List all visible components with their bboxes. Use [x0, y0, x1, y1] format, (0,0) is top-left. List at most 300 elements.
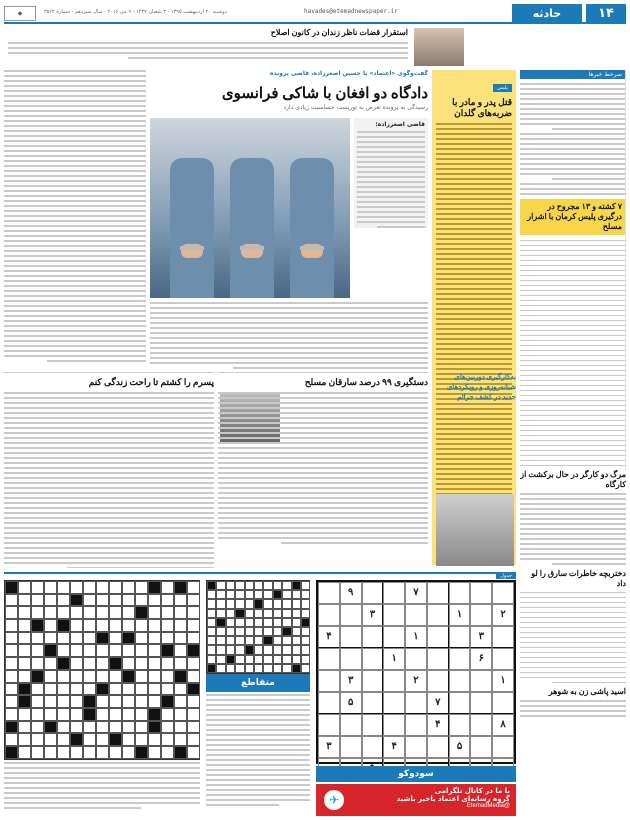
crossword-cell[interactable]	[174, 606, 187, 619]
crossword-cell[interactable]	[207, 590, 216, 599]
crossword-cell[interactable]	[187, 721, 200, 734]
crossword-cell[interactable]	[263, 581, 272, 590]
crossword-cell[interactable]	[109, 733, 122, 746]
crossword-cell[interactable]	[187, 657, 200, 670]
crossword-cell[interactable]	[44, 594, 57, 607]
crossword-cell[interactable]	[161, 708, 174, 721]
crossword-cell[interactable]	[96, 746, 109, 759]
crossword-cell[interactable]	[254, 609, 263, 618]
crossword-cell[interactable]	[122, 581, 135, 594]
yellow-headline[interactable]: قتل پدر و مادر با ضربه‌های گلدان	[452, 97, 512, 118]
crossword-cell[interactable]	[292, 590, 301, 599]
crossword-cell[interactable]	[254, 599, 263, 608]
crossword-cell[interactable]	[161, 581, 174, 594]
main-headline[interactable]: دادگاه دو افغان با شاکی فرانسوی	[221, 86, 428, 102]
crossword-cell[interactable]	[174, 733, 187, 746]
crossword-cell[interactable]	[135, 606, 148, 619]
sudoku-cell[interactable]	[470, 604, 492, 626]
crossword-cell[interactable]	[174, 695, 187, 708]
crossword-cell[interactable]	[148, 644, 161, 657]
crossword-cell[interactable]	[263, 618, 272, 627]
crossword-cell[interactable]	[96, 619, 109, 632]
crossword-cell[interactable]	[109, 746, 122, 759]
crossword-cell[interactable]	[301, 590, 310, 599]
sudoku-cell[interactable]	[405, 692, 427, 714]
sudoku-cell[interactable]	[383, 692, 405, 714]
crossword-cell[interactable]	[207, 627, 216, 636]
crossword-cell[interactable]	[83, 721, 96, 734]
crossword-cell[interactable]	[70, 594, 83, 607]
sudoku-cell[interactable]	[449, 648, 471, 670]
crossword-cell[interactable]	[263, 664, 272, 673]
sudoku-cell[interactable]	[362, 714, 384, 736]
sudoku-cell[interactable]: ۴	[427, 714, 449, 736]
crossword-cell[interactable]	[207, 618, 216, 627]
crossword-cell[interactable]	[70, 619, 83, 632]
crossword-cell[interactable]	[44, 683, 57, 696]
crossword-cell[interactable]	[96, 594, 109, 607]
crossword-cell[interactable]	[57, 746, 70, 759]
crossword-cell[interactable]	[96, 632, 109, 645]
crossword-cell[interactable]	[282, 664, 291, 673]
crossword-cell[interactable]	[187, 683, 200, 696]
crossword-cell[interactable]	[226, 599, 235, 608]
crossword-cell[interactable]	[96, 581, 109, 594]
crossword-cell[interactable]	[263, 609, 272, 618]
crossword-cell[interactable]	[282, 645, 291, 654]
crossword-cell[interactable]	[207, 664, 216, 673]
crossword-cell[interactable]	[245, 655, 254, 664]
crossword-cell[interactable]	[57, 581, 70, 594]
crossword-cell[interactable]	[161, 670, 174, 683]
crossword-cell[interactable]	[282, 581, 291, 590]
crossword-cell[interactable]	[83, 683, 96, 696]
crossword-cell[interactable]	[109, 644, 122, 657]
crossword-cell[interactable]	[301, 645, 310, 654]
crossword-cell[interactable]	[5, 683, 18, 696]
crossword-cell[interactable]	[135, 721, 148, 734]
crossword-cell[interactable]	[245, 618, 254, 627]
crossword-cell[interactable]	[135, 657, 148, 670]
sudoku-cell[interactable]	[492, 736, 514, 758]
crossword-cell[interactable]	[263, 627, 272, 636]
crossword-cell[interactable]	[235, 645, 244, 654]
crossword-cell[interactable]	[161, 619, 174, 632]
crossword-cell[interactable]	[109, 581, 122, 594]
crossword-cell[interactable]	[187, 746, 200, 759]
crossword-cell[interactable]	[226, 655, 235, 664]
crossword-cell[interactable]	[263, 636, 272, 645]
crossword-cell[interactable]	[57, 708, 70, 721]
sudoku-cell[interactable]: ۱	[449, 604, 471, 626]
crossword-cell[interactable]	[148, 683, 161, 696]
sudoku-cell[interactable]	[340, 714, 362, 736]
crossword-cell[interactable]	[109, 721, 122, 734]
crossword-cell[interactable]	[161, 657, 174, 670]
crossword-cell[interactable]	[31, 695, 44, 708]
crossword-cell[interactable]	[70, 708, 83, 721]
sudoku-cell[interactable]	[383, 582, 405, 604]
crossword-cell[interactable]	[245, 636, 254, 645]
crossword-cell[interactable]	[31, 708, 44, 721]
crossword-cell[interactable]	[122, 670, 135, 683]
crossword-cell[interactable]	[18, 721, 31, 734]
sudoku-cell[interactable]: ۷	[405, 582, 427, 604]
sudoku-cell[interactable]	[318, 692, 340, 714]
crossword-cell[interactable]	[254, 655, 263, 664]
sudoku-cell[interactable]	[362, 692, 384, 714]
crossword-cell[interactable]	[282, 655, 291, 664]
crossword-cell[interactable]	[282, 627, 291, 636]
crossword-cell[interactable]	[282, 609, 291, 618]
telegram-promo[interactable]	[316, 784, 516, 816]
crossword-cell[interactable]	[83, 594, 96, 607]
crossword-cell[interactable]	[5, 670, 18, 683]
crossword-cell[interactable]	[161, 644, 174, 657]
crossword-cell[interactable]	[5, 594, 18, 607]
sudoku-cell[interactable]: ۷	[427, 692, 449, 714]
crossword-cell[interactable]	[301, 599, 310, 608]
crossword-cell[interactable]	[122, 594, 135, 607]
sudoku-cell[interactable]	[362, 670, 384, 692]
sudoku-cell[interactable]	[340, 648, 362, 670]
crossword-cell[interactable]	[174, 721, 187, 734]
crossword-cell[interactable]	[301, 609, 310, 618]
crossword-cell[interactable]	[96, 644, 109, 657]
crossword-cell[interactable]	[216, 636, 225, 645]
crossword-cell[interactable]	[135, 708, 148, 721]
crossword-cell[interactable]	[44, 746, 57, 759]
crossword-cell[interactable]	[273, 599, 282, 608]
sudoku-cell[interactable]	[362, 736, 384, 758]
crossword-cell[interactable]	[301, 636, 310, 645]
crossword-cell[interactable]	[161, 594, 174, 607]
crossword-cell[interactable]	[109, 657, 122, 670]
crossword-cell[interactable]	[207, 655, 216, 664]
crossword-cell[interactable]	[5, 746, 18, 759]
sudoku-cell[interactable]	[470, 692, 492, 714]
crossword-cell[interactable]	[57, 695, 70, 708]
crossword-cell[interactable]	[174, 594, 187, 607]
crossword-cell[interactable]	[161, 746, 174, 759]
crossword-cell[interactable]	[282, 636, 291, 645]
crossword-cell[interactable]	[31, 670, 44, 683]
crossword-cell[interactable]	[135, 594, 148, 607]
crossword-cell[interactable]	[44, 733, 57, 746]
crossword-cell[interactable]	[301, 655, 310, 664]
crossword-cell[interactable]	[263, 599, 272, 608]
crossword-cell[interactable]	[18, 695, 31, 708]
crossword-cell[interactable]	[57, 733, 70, 746]
crossword-cell[interactable]	[44, 670, 57, 683]
crossword-cell[interactable]	[70, 657, 83, 670]
crossword-cell[interactable]	[187, 619, 200, 632]
sudoku-cell[interactable]	[449, 626, 471, 648]
crossword-cell[interactable]	[174, 581, 187, 594]
crossword-cell[interactable]	[174, 619, 187, 632]
crossword-cell[interactable]	[135, 695, 148, 708]
crossword-cell[interactable]	[235, 581, 244, 590]
sudoku-cell[interactable]: ۱	[405, 626, 427, 648]
crossword-cell[interactable]	[187, 594, 200, 607]
crossword-cell[interactable]	[226, 636, 235, 645]
crossword-cell[interactable]	[301, 581, 310, 590]
crossword-cell[interactable]	[83, 733, 96, 746]
crossword-cell[interactable]	[148, 657, 161, 670]
crossword-cell[interactable]	[5, 708, 18, 721]
crossword-cell[interactable]	[273, 627, 282, 636]
crossword-cell[interactable]	[44, 695, 57, 708]
sudoku-cell[interactable]	[449, 714, 471, 736]
sudoku-cell[interactable]	[470, 582, 492, 604]
crossword-cell[interactable]	[187, 733, 200, 746]
crossword-cell[interactable]	[292, 655, 301, 664]
crossword-cell[interactable]	[292, 581, 301, 590]
sudoku-cell[interactable]: ۵	[340, 692, 362, 714]
sudoku-cell[interactable]	[318, 648, 340, 670]
crossword-cell[interactable]	[282, 618, 291, 627]
crossword-cell[interactable]	[135, 632, 148, 645]
sudoku-cell[interactable]	[405, 714, 427, 736]
sudoku-cell[interactable]	[340, 604, 362, 626]
crossword-cell[interactable]	[207, 599, 216, 608]
crossword-cell[interactable]	[96, 657, 109, 670]
crossword-cell[interactable]	[5, 721, 18, 734]
crossword-cell[interactable]	[5, 657, 18, 670]
crossword-cell[interactable]	[109, 632, 122, 645]
crossword-cell[interactable]	[31, 733, 44, 746]
crossword-cell[interactable]	[174, 632, 187, 645]
crossword-cell[interactable]	[44, 657, 57, 670]
crossword-cell[interactable]	[301, 664, 310, 673]
crossword-cell[interactable]	[292, 599, 301, 608]
crossword-cell[interactable]	[148, 695, 161, 708]
crossword-cell[interactable]	[273, 581, 282, 590]
crossword-cell[interactable]	[83, 670, 96, 683]
crossword-cell[interactable]	[83, 746, 96, 759]
crossword-cell[interactable]	[18, 683, 31, 696]
crossword-cell[interactable]	[44, 721, 57, 734]
crossword-cell[interactable]	[226, 645, 235, 654]
crossword-cell[interactable]	[135, 670, 148, 683]
sudoku-cell[interactable]	[383, 626, 405, 648]
crossword-cell[interactable]	[273, 590, 282, 599]
crossword-large-grid[interactable]	[4, 580, 200, 760]
crossword-cell[interactable]	[70, 644, 83, 657]
crossword-cell[interactable]	[235, 590, 244, 599]
crossword-cell[interactable]	[235, 618, 244, 627]
sudoku-cell[interactable]	[470, 714, 492, 736]
crossword-cell[interactable]	[18, 632, 31, 645]
crossword-cell[interactable]	[187, 581, 200, 594]
promo-handle[interactable]: @EtemadMedia	[466, 803, 510, 809]
sudoku-cell[interactable]	[427, 670, 449, 692]
crossword-cell[interactable]	[148, 670, 161, 683]
crossword-cell[interactable]	[18, 581, 31, 594]
crossword-cell[interactable]	[174, 708, 187, 721]
crossword-cell[interactable]	[235, 664, 244, 673]
crossword-cell[interactable]	[109, 670, 122, 683]
story-girl-thief[interactable]: دختربچه خاطرات سارق را لو داد	[531, 568, 626, 588]
crossword-cell[interactable]	[70, 632, 83, 645]
crossword-cell[interactable]	[148, 746, 161, 759]
sudoku-cell[interactable]: ۶	[470, 648, 492, 670]
sudoku-cell[interactable]	[470, 670, 492, 692]
sudoku-cell[interactable]	[383, 670, 405, 692]
crossword-cell[interactable]	[31, 721, 44, 734]
crossword-cell[interactable]	[254, 664, 263, 673]
crossword-cell[interactable]	[292, 645, 301, 654]
crossword-cell[interactable]	[122, 733, 135, 746]
crossword-cell[interactable]	[122, 632, 135, 645]
story-workers-death[interactable]: مرگ دو کارگر در حال برکشت از کارگاه	[520, 470, 626, 489]
crossword-cell[interactable]	[122, 644, 135, 657]
crossword-cell[interactable]	[83, 657, 96, 670]
crossword-cell[interactable]	[122, 619, 135, 632]
crossword-cell[interactable]	[148, 581, 161, 594]
crossword-cell[interactable]	[254, 581, 263, 590]
crossword-cell[interactable]	[216, 645, 225, 654]
crossword-cell[interactable]	[44, 581, 57, 594]
crossword-cell[interactable]	[31, 644, 44, 657]
crossword-cell[interactable]	[301, 618, 310, 627]
crossword-cell[interactable]	[18, 619, 31, 632]
crossword-cell[interactable]	[245, 664, 254, 673]
sudoku-grid[interactable]	[316, 580, 516, 764]
crossword-cell[interactable]	[292, 618, 301, 627]
crossword-cell[interactable]	[109, 683, 122, 696]
crossword-cell[interactable]	[70, 721, 83, 734]
sudoku-cell[interactable]	[318, 670, 340, 692]
story-acid-attack[interactable]: اسید پاشی زن به شوهر	[548, 687, 626, 696]
crossword-cell[interactable]	[57, 721, 70, 734]
crossword-cell[interactable]	[57, 644, 70, 657]
crossword-cell[interactable]	[57, 594, 70, 607]
sudoku-cell[interactable]: ۳	[340, 670, 362, 692]
crossword-cell[interactable]	[5, 581, 18, 594]
sudoku-cell[interactable]: ۳	[470, 626, 492, 648]
crossword-cell[interactable]	[18, 733, 31, 746]
crossword-cell[interactable]	[96, 683, 109, 696]
crossword-cell[interactable]	[273, 645, 282, 654]
crossword-cell[interactable]	[148, 721, 161, 734]
crossword-cell[interactable]	[148, 619, 161, 632]
crossword-cell[interactable]	[83, 632, 96, 645]
crossword-cell[interactable]	[245, 590, 254, 599]
crossword-cell[interactable]	[226, 609, 235, 618]
crossword-cell[interactable]	[161, 695, 174, 708]
crossword-cell[interactable]	[254, 636, 263, 645]
crossword-cell[interactable]	[122, 683, 135, 696]
sudoku-cell[interactable]	[492, 582, 514, 604]
crossword-cell[interactable]	[216, 609, 225, 618]
crossword-cell[interactable]	[148, 708, 161, 721]
crossword-cell[interactable]	[148, 733, 161, 746]
crossword-cell[interactable]	[70, 670, 83, 683]
sudoku-cell[interactable]	[427, 648, 449, 670]
crossword-cell[interactable]	[96, 708, 109, 721]
sudoku-cell[interactable]	[405, 736, 427, 758]
crossword-cell[interactable]	[122, 606, 135, 619]
sudoku-cell[interactable]	[427, 736, 449, 758]
crossword-cell[interactable]	[263, 590, 272, 599]
crossword-cell[interactable]	[109, 594, 122, 607]
crossword-cell[interactable]	[135, 733, 148, 746]
crossword-cell[interactable]	[174, 746, 187, 759]
sudoku-cell[interactable]: ۳	[318, 736, 340, 758]
crossword-large[interactable]	[4, 580, 200, 758]
crossword-cell[interactable]	[161, 721, 174, 734]
crossword-cell[interactable]	[135, 619, 148, 632]
crossword-cell[interactable]	[18, 606, 31, 619]
crossword-cell[interactable]	[31, 606, 44, 619]
sudoku-cell[interactable]	[340, 626, 362, 648]
crossword-cell[interactable]	[263, 655, 272, 664]
crossword-cell[interactable]	[273, 655, 282, 664]
crossword-cell[interactable]	[70, 606, 83, 619]
crossword-cell[interactable]	[161, 683, 174, 696]
crossword-cell[interactable]	[18, 708, 31, 721]
crossword-cell[interactable]	[83, 708, 96, 721]
crossword-cell[interactable]	[187, 632, 200, 645]
crossword-small-grid[interactable]	[206, 580, 310, 674]
crossword-cell[interactable]	[18, 657, 31, 670]
crossword-cell[interactable]	[245, 581, 254, 590]
sudoku-cell[interactable]	[318, 714, 340, 736]
crossword-cell[interactable]	[122, 721, 135, 734]
sudoku-cell[interactable]	[383, 604, 405, 626]
crossword-cell[interactable]	[135, 683, 148, 696]
sudoku-cell[interactable]: ۳	[362, 604, 384, 626]
sudoku-cell[interactable]	[318, 582, 340, 604]
crossword-cell[interactable]	[44, 708, 57, 721]
crossword-cell[interactable]	[216, 590, 225, 599]
crossword-cell[interactable]	[161, 606, 174, 619]
crossword-cell[interactable]	[292, 636, 301, 645]
crossword-cell[interactable]	[83, 619, 96, 632]
crossword-cell[interactable]	[44, 632, 57, 645]
top-news-headline[interactable]: استقرار قضات ناظر زندان در کانون اصلاح	[270, 28, 408, 37]
crossword-cell[interactable]	[83, 606, 96, 619]
sudoku-cell[interactable]	[362, 626, 384, 648]
sudoku-cell[interactable]	[383, 714, 405, 736]
crossword-cell[interactable]	[57, 632, 70, 645]
crossword-cell[interactable]	[5, 644, 18, 657]
crossword-cell[interactable]	[31, 619, 44, 632]
crossword-cell[interactable]	[57, 657, 70, 670]
sudoku-cell[interactable]: ۵	[449, 736, 471, 758]
crossword-cell[interactable]	[109, 695, 122, 708]
crossword-cell[interactable]	[235, 599, 244, 608]
crossword-cell[interactable]	[5, 733, 18, 746]
crossword-cell[interactable]	[273, 618, 282, 627]
crossword-cell[interactable]	[44, 606, 57, 619]
crossword-cell[interactable]	[207, 609, 216, 618]
crossword-cell[interactable]	[96, 695, 109, 708]
sudoku-cell[interactable]	[405, 604, 427, 626]
crossword-cell[interactable]	[207, 645, 216, 654]
crossword-cell[interactable]	[18, 670, 31, 683]
crossword-cell[interactable]	[109, 708, 122, 721]
sudoku-cell[interactable]	[405, 648, 427, 670]
crossword-cell[interactable]	[161, 733, 174, 746]
crossword-cell[interactable]	[135, 644, 148, 657]
crossword-cell[interactable]	[122, 695, 135, 708]
crossword-cell[interactable]	[245, 627, 254, 636]
crossword-cell[interactable]	[226, 627, 235, 636]
crossword-cell[interactable]	[226, 590, 235, 599]
sudoku-cell[interactable]	[492, 648, 514, 670]
